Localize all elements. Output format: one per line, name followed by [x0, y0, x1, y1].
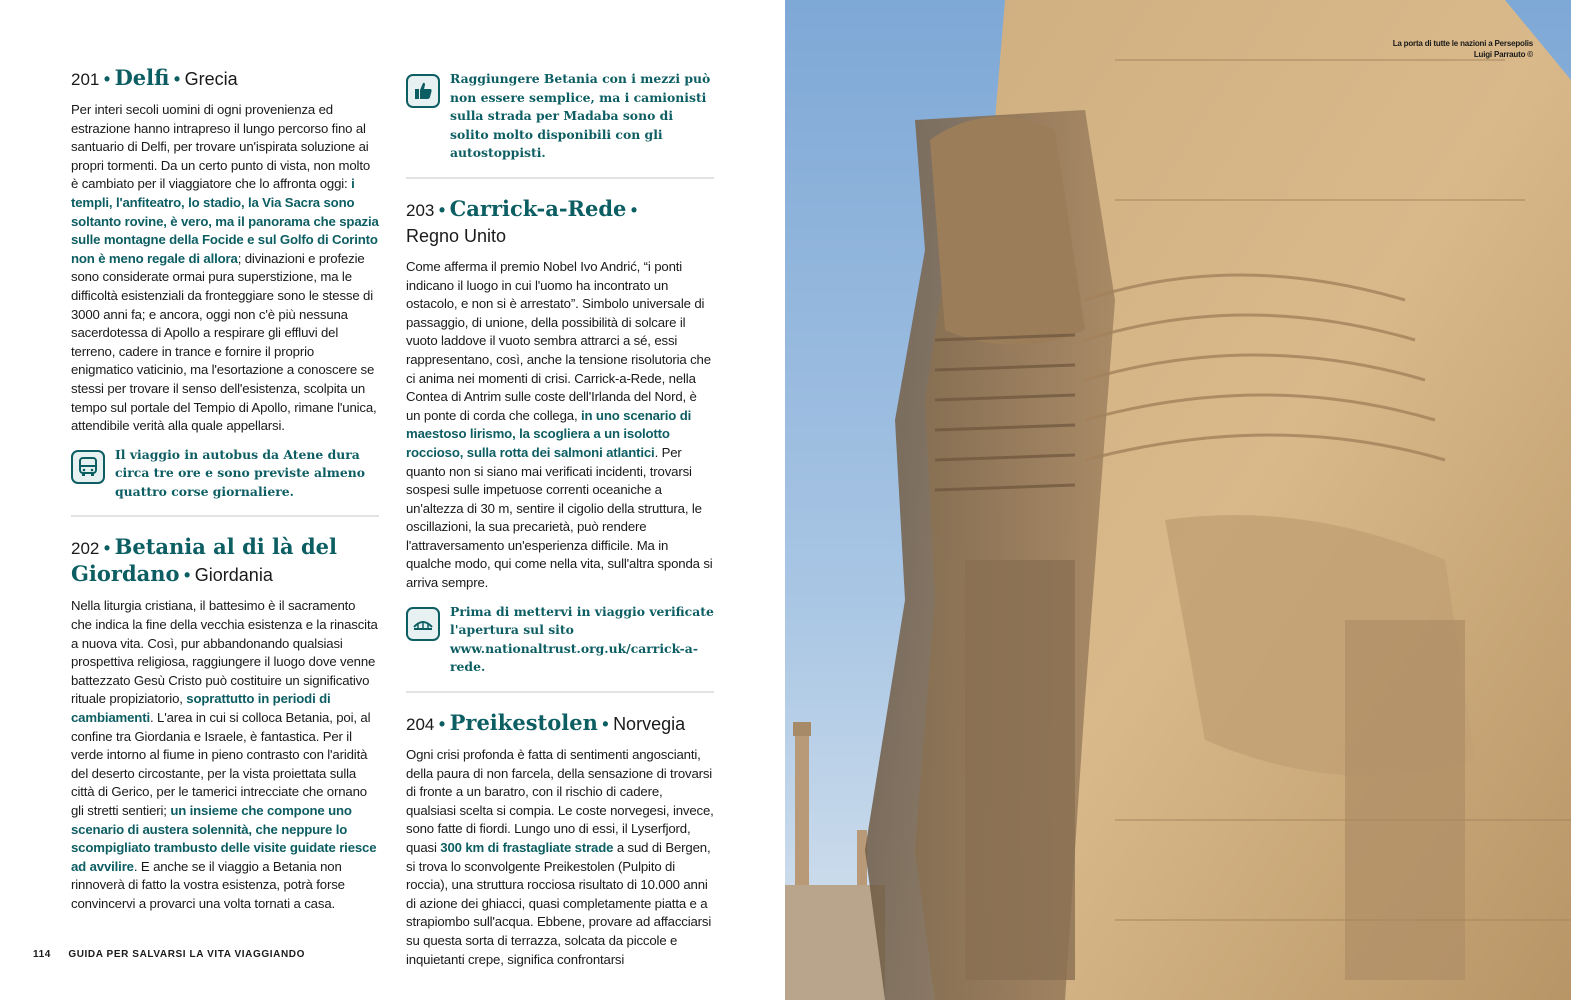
body-text: a sud di Bergen, si trova lo sconvolgente Preikestolen (Pulpito di roccia), una struttura rocciosa risultato di 10.000 anni di azione dei ghiacci, quasi completamente piatta e a strapiombo sull'acqua. Ebbene, provare ad affacciarsi su questa sorta di terrazza, solcata da piccole e inquietanti crepe, significa confrontarsi: [406, 840, 712, 967]
highlight-text: 300 km di frastagliate strade: [440, 840, 614, 855]
photo-illustration: [785, 0, 1571, 1000]
entry-number: 203: [406, 200, 435, 220]
tip-box-betania: [406, 70, 714, 163]
bus-icon: [71, 450, 105, 484]
page-number: 114: [33, 949, 51, 960]
tip-text: Il viaggio in autobus da Atene dura circa tre ore e sono previste almeno quattro corse giornaliere.: [115, 446, 366, 499]
body-text: . L'area in cui si colloca Betania, poi, al confine tra Giordania e Israele, è fantastica. Per il verde intorno al fiume in pieno contrasto con l'aridità del deserto circostante, per la vista proiettata sulla città di Gerico, per le tamerici intrecciate che ornano gli stretti sentieri;: [71, 710, 371, 818]
left-page: [0, 0, 785, 1000]
persepolis-photo: [785, 0, 1571, 1000]
divider: [71, 515, 379, 517]
bullet-dot: •: [438, 199, 446, 220]
entry-country: Grecia: [184, 69, 238, 89]
tip-box-delfi: [71, 446, 379, 502]
column-left: [71, 66, 379, 914]
entry-heading-delfi: [71, 66, 379, 93]
bullet-dot: •: [184, 565, 191, 586]
entry-body-delfi: [71, 101, 379, 436]
entry-country: Norvegia: [613, 714, 686, 735]
tip-text: Raggiungere Betania con i mezzi può non essere semplice, ma i camionisti sulla strada per Madaba sono di solito molto disponibili con gli autostoppisti.: [450, 71, 711, 161]
entry-heading-preikestolen: [406, 711, 714, 738]
body-text: Per interi secoli uomini di ogni provenienza ed estrazione hanno intrapreso il lungo percorso fino al santuario di Delfi, per trovare un'ispirata soluzione ai propri tormenti. Da un certo punto di vista, non molto è cambiato per il viaggiatore che lo affronta oggi:: [71, 102, 371, 192]
divider: [406, 177, 714, 179]
highlight-text: soprattutto in periodi di cambiamenti: [71, 691, 331, 726]
entry-title: Betania al di là del Giordano: [71, 534, 337, 587]
bullet-dot: •: [173, 69, 181, 89]
tip-text: Prima di mettervi in viaggio verificate l'apertura sul sito www.nationaltrust.org.uk/carrick-a-rede.: [450, 603, 714, 675]
entry-number: 201: [71, 70, 100, 89]
body-text: Ogni crisi profonda è fatta di sentimenti angoscianti, della paura di non farcela, della sensazione di trovarsi di fronte a un baratro, con il rischio di cadere, qualsiasi scelta si compia. Le coste norvegesi, invece, sono fatte di fiordi. Lungo uno di essi, il Lyserfjord, quasi: [406, 747, 714, 855]
body-text: Nella liturgia cristiana, il battesimo è il sacramento che indica la fine della vecchia esistenza e la rinascita a nuova vita. Così, pur abbandonando qualsiasi prospettiva religiosa, raggiungere il luogo dove venne battezzato Gesù Cristo può costituire un significativo rituale propiziatorio,: [71, 598, 378, 707]
caption-text: La porta di tutte le nazioni a Persepolis: [1392, 39, 1533, 48]
body-text: Come afferma il premio Nobel Ivo Andrić, “i ponti indicano il luogo in cui l'uomo ha incontrato un ostacolo, e non si è arrestato”. Simbolo universale di passaggio, di unione, della possibilità di solcare il vuoto laddove il vuoto sembra attrarci a sé, essi rappresentano, così, anche la tensione risolutoria che ci anima nei momenti di crisi. Carrick-a-Rede, nella Contea di Antrim sulle coste dell'Irlanda del Nord, è un ponte di corda che collega,: [406, 258, 711, 423]
body-text: . E anche se il viaggio a Betania non rinnoverà di fatto la vostra esistenza, potrà forse convincervi a provarci una volta tornati a casa.: [71, 858, 345, 911]
entry-body-betania: [71, 597, 379, 913]
body-text: ; divinazioni e profezie sono considerate ormai pura superstizione, ma le difficoltà esistenziali da fronteggiare sono le stesse di 3000 anni fa; e ancora, oggi non c'è più nessuna sacerdotessa di Apollo a respirare gli effluvi del terreno, cadere in trance e fornire il proprio enigmatico vaticinio, ma l'esortazione a conoscere se stessi per trovare il senso dell'esistenza, scolpita un tempo sul portale del Tempio di Apollo, rimane l'unica, attendibile verità alla quale appellarsi.: [71, 250, 377, 434]
column-right: [406, 66, 714, 969]
bridge-icon: [406, 607, 440, 641]
entry-country: Giordania: [194, 565, 273, 586]
thumbs-up-icon: [406, 74, 440, 108]
entry-number: 202: [71, 539, 100, 559]
entry-country: Regno Unito: [406, 225, 507, 246]
bullet-dot: •: [602, 714, 609, 735]
divider: [406, 691, 714, 693]
entry-title: Preikestolen: [449, 710, 598, 736]
bullet-dot: •: [103, 69, 111, 89]
highlight-text: un insieme che compone uno scenario di austera solennità, che neppure lo scompigliato trambusto delle visite guidate riesce ad avvilire: [71, 803, 377, 874]
entry-title: Carrick-a-Rede: [449, 195, 627, 221]
book-title: GUIDA PER SALVARSI LA VITA VIAGGIANDO: [68, 949, 305, 960]
entry-body-carrick: [406, 258, 714, 593]
entry-heading-betania: [71, 535, 379, 589]
highlight-text: in uno scenario di maestoso lirismo, la scogliera a un isolotto roccioso, sulla rotta dei salmoni atlantici: [406, 407, 692, 460]
photo-caption: [1393, 38, 1533, 60]
entry-title: Delfi: [114, 65, 170, 90]
entry-number: 204: [406, 715, 435, 735]
bullet-dot: •: [438, 714, 446, 735]
bullet-dot: •: [630, 199, 638, 220]
body-text: . Per quanto non si siano mai verificati incidenti, trovarsi sospesi sulle impetuose correnti oceaniche a un'altezza di 30 m, sentire il cigolio della struttura, le oscillazioni, la sua precarietà, può rendere l'attraversamento un'esperienza difficile. Ma in qualche modo, qui come nella vita, sull'altra sponda si arriva sempre.: [406, 444, 713, 591]
photo-credit: Luigi Parrauto ©: [1473, 50, 1533, 59]
tip-box-carrick: [406, 603, 714, 677]
entry-body-preikestolen: [406, 746, 714, 969]
page-footer: [33, 949, 305, 960]
bullet-dot: •: [103, 538, 111, 559]
highlight-text: i templi, l'anfiteatro, lo stadio, la Via Sacra sono soltanto rovine, è vero, ma il panorama che spazia sulle montagne della Focide e sul Golfo di Corinto non è meno regale di allora: [71, 176, 379, 266]
entry-heading-carrick: [406, 197, 714, 250]
